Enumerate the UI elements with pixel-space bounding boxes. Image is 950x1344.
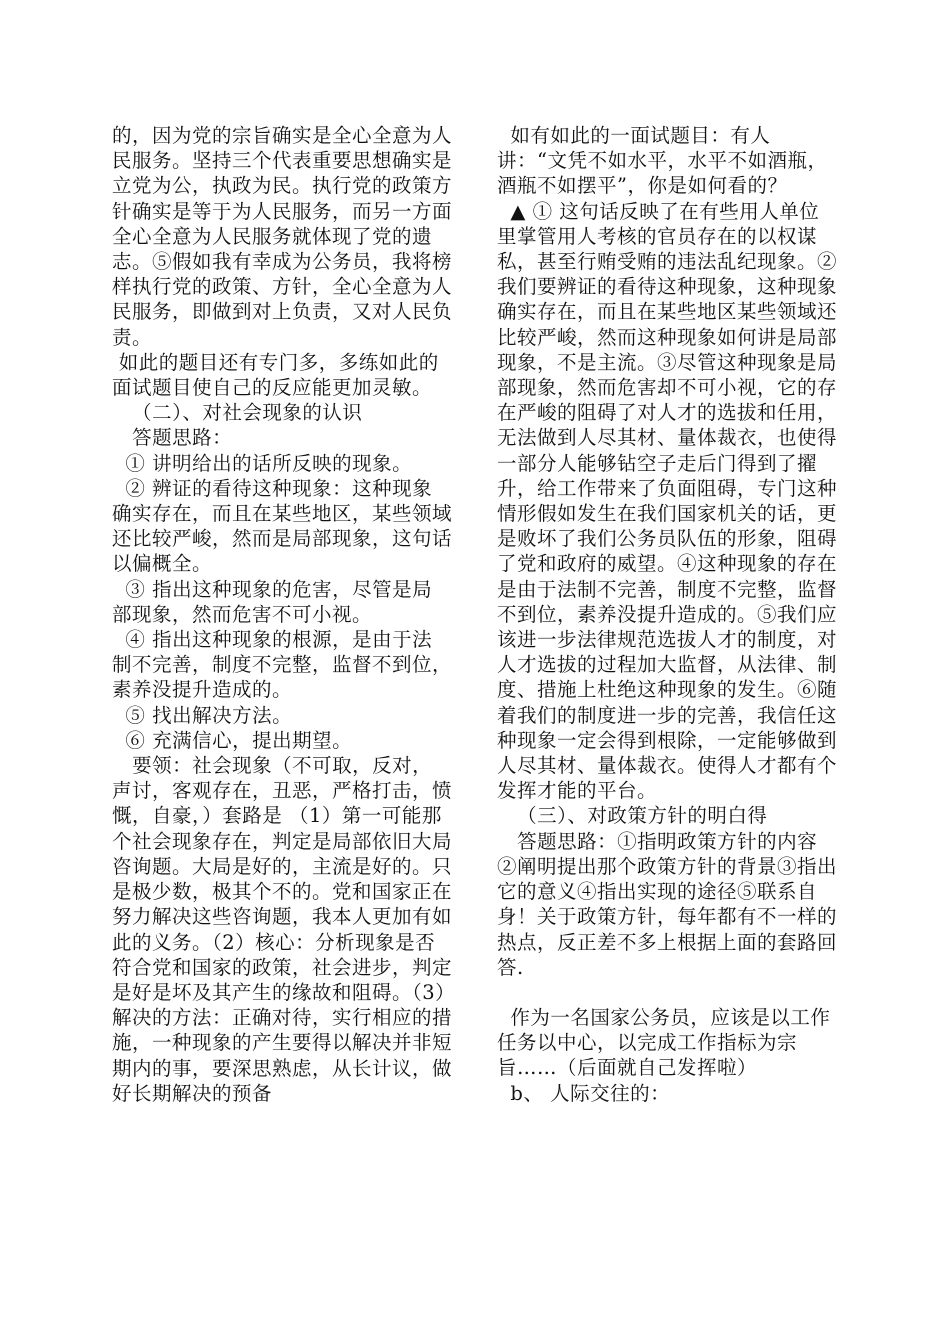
section-heading: （三）、对政策方针的明白得 (497, 804, 768, 828)
paragraph: 要领：社会现象（不可取，反对，声讨，客观存在，丑恶，严格打击，愤慨，自豪，）套路是 （1）第一可能那个社会现象存在，判定是局部依旧大局咨询题。大局是好的，主流是好的。只是极少数，极其个不的。党和国家正在努力解决这些咨询题，我本人更加有如此的义务。（2）核心：分析现象是否符合党和国家的政策，社会进步，判定是好是坏及其产生的缘故和阻碍。（3）解决的方法：正确对待，实行相应的措施，一种现象的产生要得以解决并非短期内的事，要深思熟虑，从长计议，做好长期解决的预备 (112, 754, 453, 1105)
paragraph: b、 人际交往的： (497, 1081, 671, 1105)
paragraph: 如有如此的一面试题目：有人讲：“文凭不如水平，水平不如酒瓶，酒瓶不如摆平”，你是如何看的？ (497, 124, 828, 198)
paragraph: 答题思路：①指明政策方针的内容②阐明提出那个政策方针的背景③指出它的意义④指出实现的途径⑤联系自身！关于政策方针，每年都有不一样的热点，反正差不多上根据上面的套路回答. (497, 829, 838, 979)
blank-line (497, 980, 837, 1005)
list-item: ⑥ 充满信心，提出期望。 (112, 728, 353, 752)
paragraph: 作为一名国家公务员，应该是以工作任务以中心，以完成工作指标为宗旨……（后面就自己发挥啦） (497, 1005, 831, 1080)
list-item: ② 辨证的看待这种现象：这种现象确实存在，而且在某些地区，某些领域还比较严峻，然而是局部现象，这句话以偏概全。 (112, 476, 453, 576)
list-item: ① 讲明给出的话所反映的现象。 (112, 451, 413, 475)
section-heading: （二）、对社会现象的认识 (112, 401, 363, 425)
paragraph: ▲ ① 这句话反映了在有些用人单位里掌管用人考核的官员存在的以权谋私，甚至行贿受贿的违法乱纪现象。②我们要辨证的看待这种现象，这种现象确实存在，而且在某些地区某些领域还比较严峻，然而这种现象如何讲是局部现象，不是主流。③尽管这种现象是局部现象，然而危害却不可小视，它的存在严峻的阻碍了对人才的选拔和任用，无法做到人尽其材、量体裁衣，也使得一部分人能够钻空子走后门得到了擢升，给工作带来了负面阻碍，专门这种情形假如发生在我们国家机关的话，更是败坏了我们公务员队伍的形象，阻碍了党和政府的威望。④这种现象的存在是由于法制不完善，制度不完整，监督不到位，素养没提升造成的。⑤我们应该进一步法律规范选拔人才的制度，对人才选拔的过程加大监督，从法律、制度、措施上杜绝这种现象的发生。⑥随着我们的制度进一步的完善，我信任这种现象一定会得到根除，一定能够做到人尽其材、量体裁衣。使得人才都有个发挥才能的平台。 (497, 199, 838, 803)
right-column (497, 123, 837, 1106)
left-column (112, 123, 452, 1106)
list-item: ③ 指出这种现象的危害，尽管是局部现象，然而危害不可小视。 (112, 577, 433, 626)
paragraph: 答题思路： (112, 426, 233, 450)
list-item: ⑤ 找出解决方法。 (112, 703, 293, 727)
list-item: ④ 指出这种现象的根源，是由于法制不完善，制度不完整，监督不到位，素养没提升造成的。 (112, 628, 453, 702)
paragraph: 的，因为党的宗旨确实是全心全意为人民服务。坚持三个代表重要思想确实是立党为公，执政为民。执行党的政策方针确实是等于为人民服务，而另一方面全心全意为人民服务就体现了党的遗志。⑤假如我有幸成为公务员，我将榜样执行党的政策、方针，全心全意为人民服务，即做到对上负责，又对人民负责。 (112, 124, 453, 349)
paragraph: 如此的题目还有专门多，多练如此的面试题目使自己的反应能更加灵敏。 (112, 350, 439, 400)
